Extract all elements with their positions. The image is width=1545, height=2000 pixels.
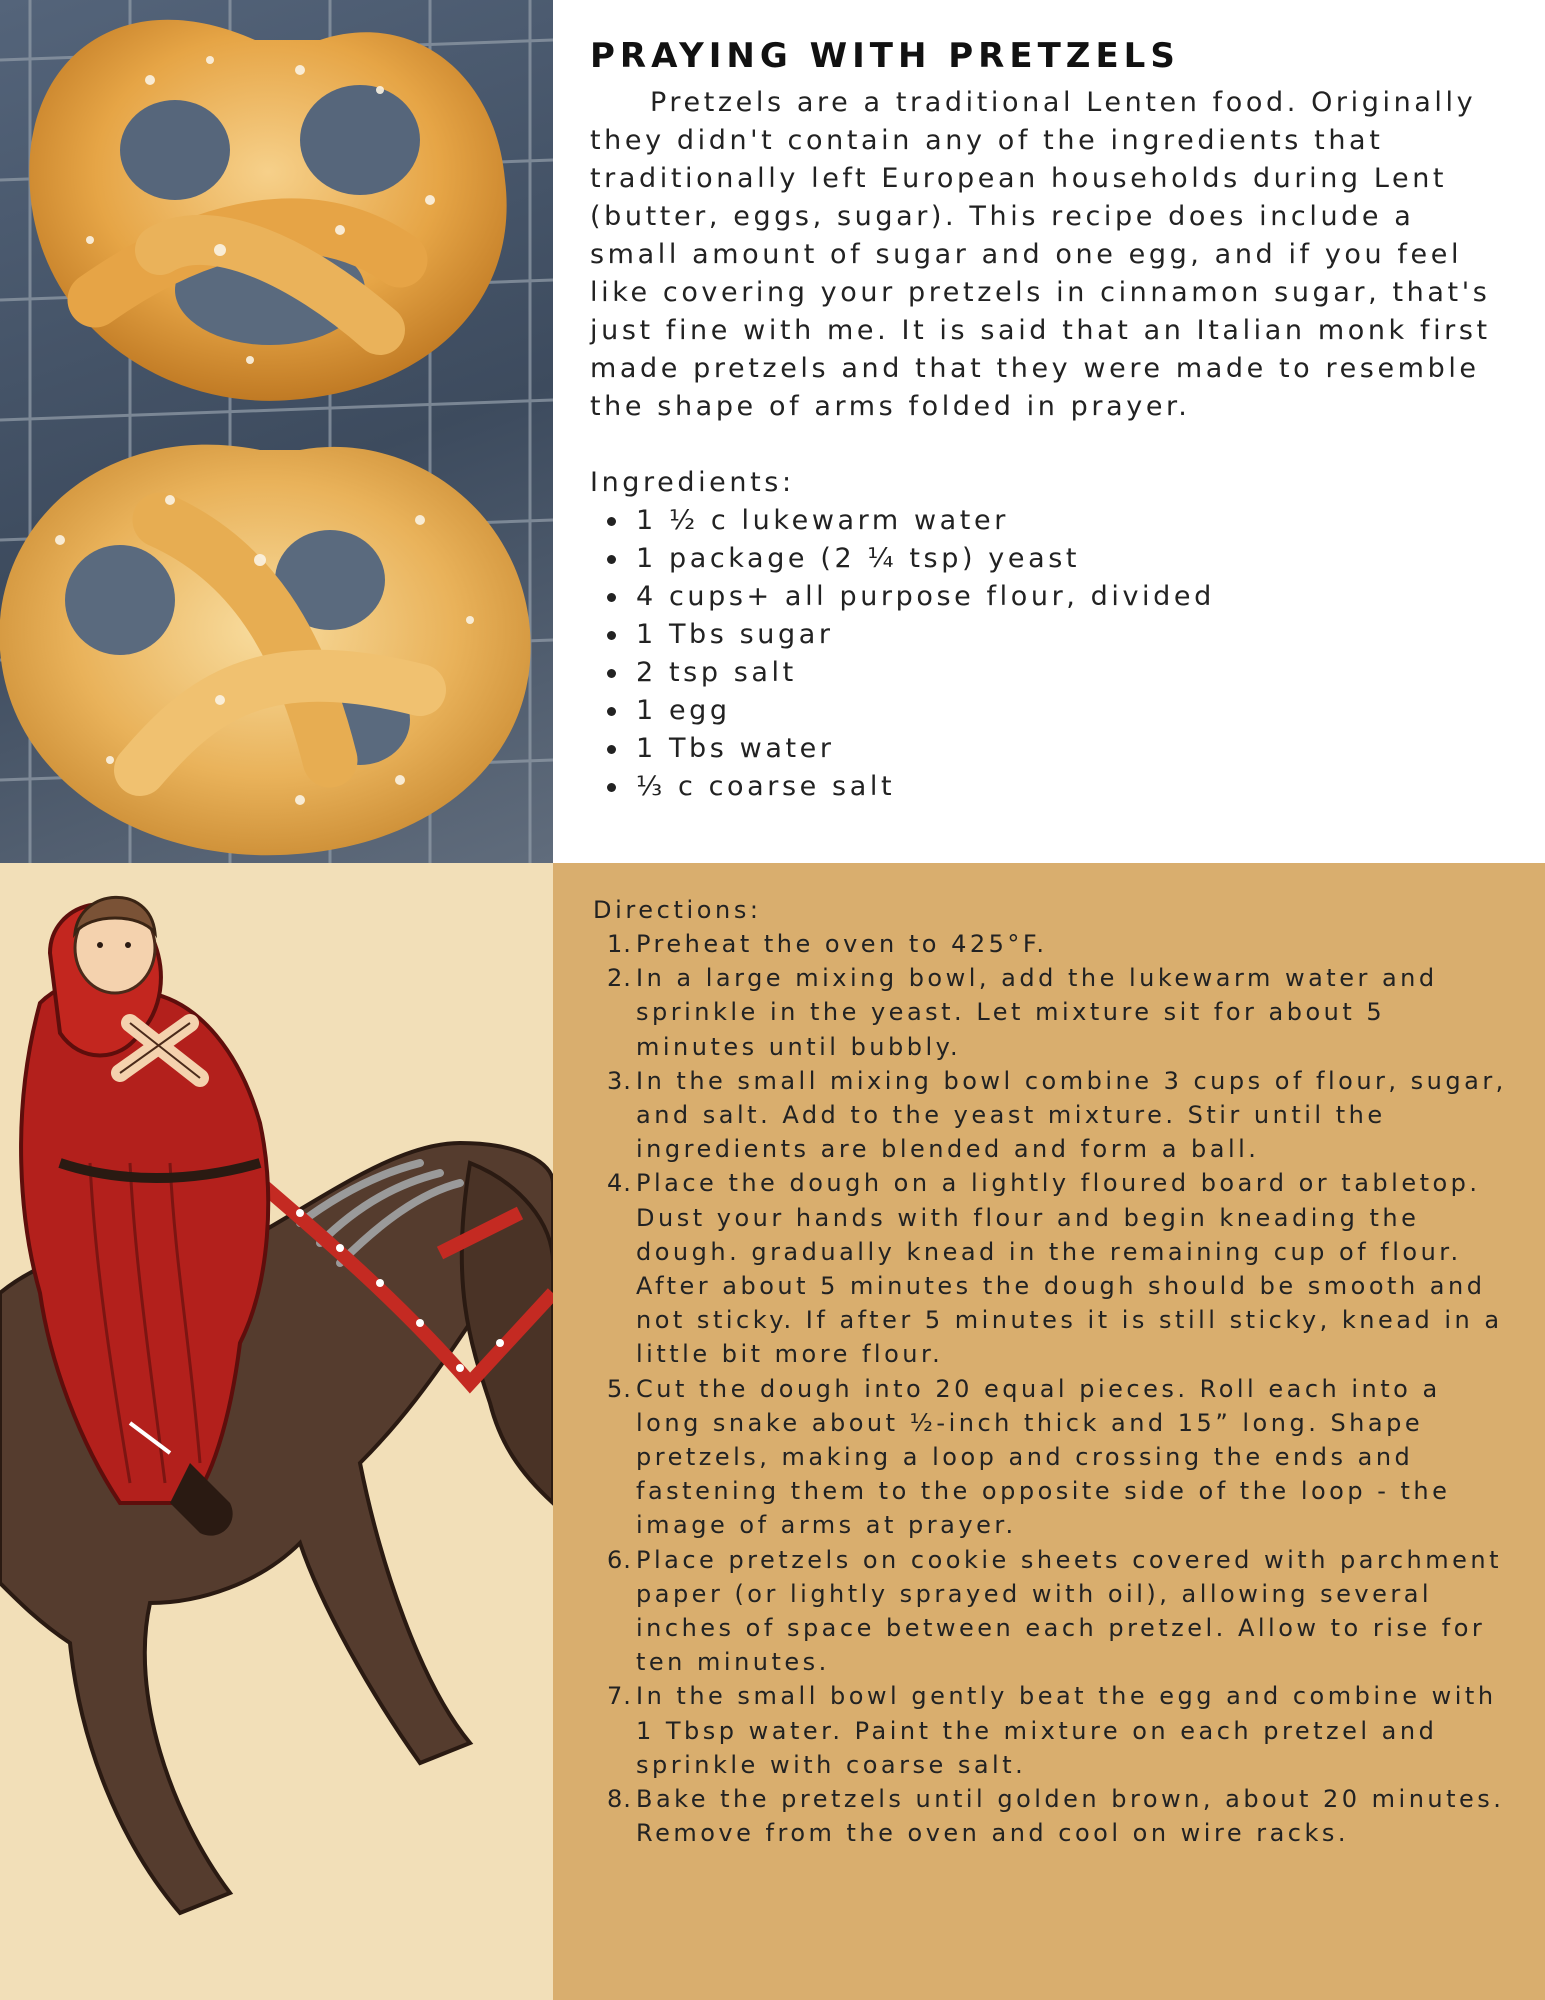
ingredients-heading: Ingredients: — [590, 467, 795, 498]
list-item: 1 package (2 ¼ tsp) yeast — [636, 540, 1510, 578]
list-item: 4 cups+ all purpose flour, divided — [636, 578, 1510, 616]
directions-list — [593, 927, 1513, 1850]
monk-on-horse-illustration — [0, 863, 553, 2000]
intro-paragraph: Pretzels are a traditional Lenten food. Originally they didn't contain any of the ingredients that traditionally left European households during Lent (butter, eggs, sugar). This recipe does include a small amount of sugar and one egg, and if you feel like covering your pretzels in cinnamon sugar, that's just fine with me. It is said that an Italian monk first made pretzels and that they were made to resemble the shape of arms folded in prayer. — [590, 87, 1491, 422]
list-item: ⅓ c coarse salt — [636, 768, 1510, 806]
list-item: Cut the dough into 20 equal pieces. Roll each into a long snake about ½-inch thick and 15” long. Shape pretzels, making a loop and crossing the ends and fastening them to the opposite side of the loop - the image of arms at prayer. — [636, 1374, 1451, 1540]
list-item: In the small mixing bowl combine 3 cups of flour, sugar, and salt. Add to the yeast mixture. Stir until the ingredients are blended and form a ball. — [636, 1066, 1507, 1164]
list-item: 1 Tbs sugar — [636, 616, 1510, 654]
list-item: 1 egg — [636, 692, 1510, 730]
list-item: In the small bowl gently beat the egg and combine with 1 Tbsp water. Paint the mixture on each pretzel and sprinkle with coarse salt. — [636, 1682, 1497, 1779]
pretzel-photo — [0, 0, 553, 863]
directions-heading: Directions: — [593, 896, 762, 924]
monk-horse-drawing — [0, 863, 553, 2000]
pretzel-illustration — [0, 0, 553, 863]
list-item: 2 tsp salt — [636, 654, 1510, 692]
directions-section — [553, 863, 1545, 2000]
list-item: 1 ½ c lukewarm water — [636, 502, 1510, 540]
list-item: Bake the pretzels until golden brown, about 20 minutes. Remove from the oven and cool on wire racks. — [636, 1785, 1505, 1848]
list-item: 1 Tbs water — [636, 730, 1510, 768]
directions-block — [593, 893, 1513, 1850]
list-item: Place the dough on a lightly floured board or tabletop. Dust your hands with flour and begin kneading the dough. gradually knead in the remaining cup of flour. After about 5 minutes the dough should be smooth and not sticky. If after 5 minutes it is still sticky, knead in a little bit more flour. — [636, 1169, 1503, 1369]
list-item: Preheat the oven to 425°F. — [636, 930, 1048, 958]
ingredients-list — [590, 502, 1510, 806]
intro-section — [590, 30, 1510, 860]
page-title: PRAYING WITH PRETZELS — [590, 36, 1180, 76]
list-item: Place pretzels on cookie sheets covered with parchment paper (or lightly sprayed with oil), allowing several inches of space between each pretzel. Allow to rise for ten minutes. — [636, 1545, 1503, 1677]
list-item: In a large mixing bowl, add the lukewarm water and sprinkle in the yeast. Let mixture sit for about 5 minutes until bubbly. — [636, 964, 1438, 1061]
